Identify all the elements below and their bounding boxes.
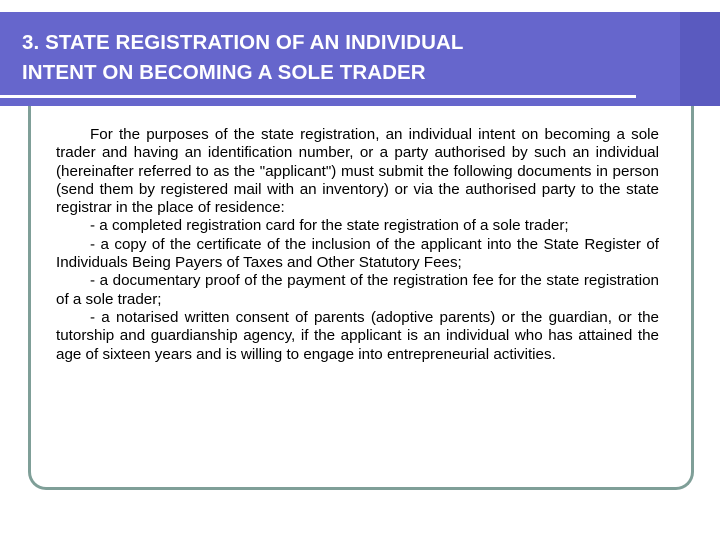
slide-title-line-2: INTENT ON BECOMING A SOLE TRADER — [22, 61, 426, 84]
list-item: - a notarised written consent of parents (adoptive parents) or the guardian, or the tutorship and guardianship agency, if the applicant is an individual who has attained the age of sixteen years and is willing to engage into entrepreneurial activities. — [56, 308, 659, 363]
slide-title — [22, 28, 642, 88]
list-item: - a documentary proof of the payment of the registration fee for the state registration of a sole trader; — [56, 272, 659, 308]
list-item: - a copy of the certificate of the inclusion of the applicant into the State Register of Individuals Being Payers of Taxes and Other Statutory Fees; — [56, 235, 659, 272]
intro-paragraph: For the purposes of the state registration, an individual intent on becoming a sole trader and having an identification number, or a party authorised by such an individual (hereinafter referred to as the "applicant") must submit the following documents in person (send them by registered mail with an inventory) or via the authorised party to the state registrar in the place of residence: — [56, 126, 659, 217]
slide-title-line-1: 3. STATE REGISTRATION OF AN INDIVIDUAL — [22, 31, 464, 54]
slide-body — [56, 126, 659, 364]
list-item: - a completed registration card for the state registration of a sole trader; — [90, 217, 569, 235]
title-underline — [0, 95, 636, 98]
